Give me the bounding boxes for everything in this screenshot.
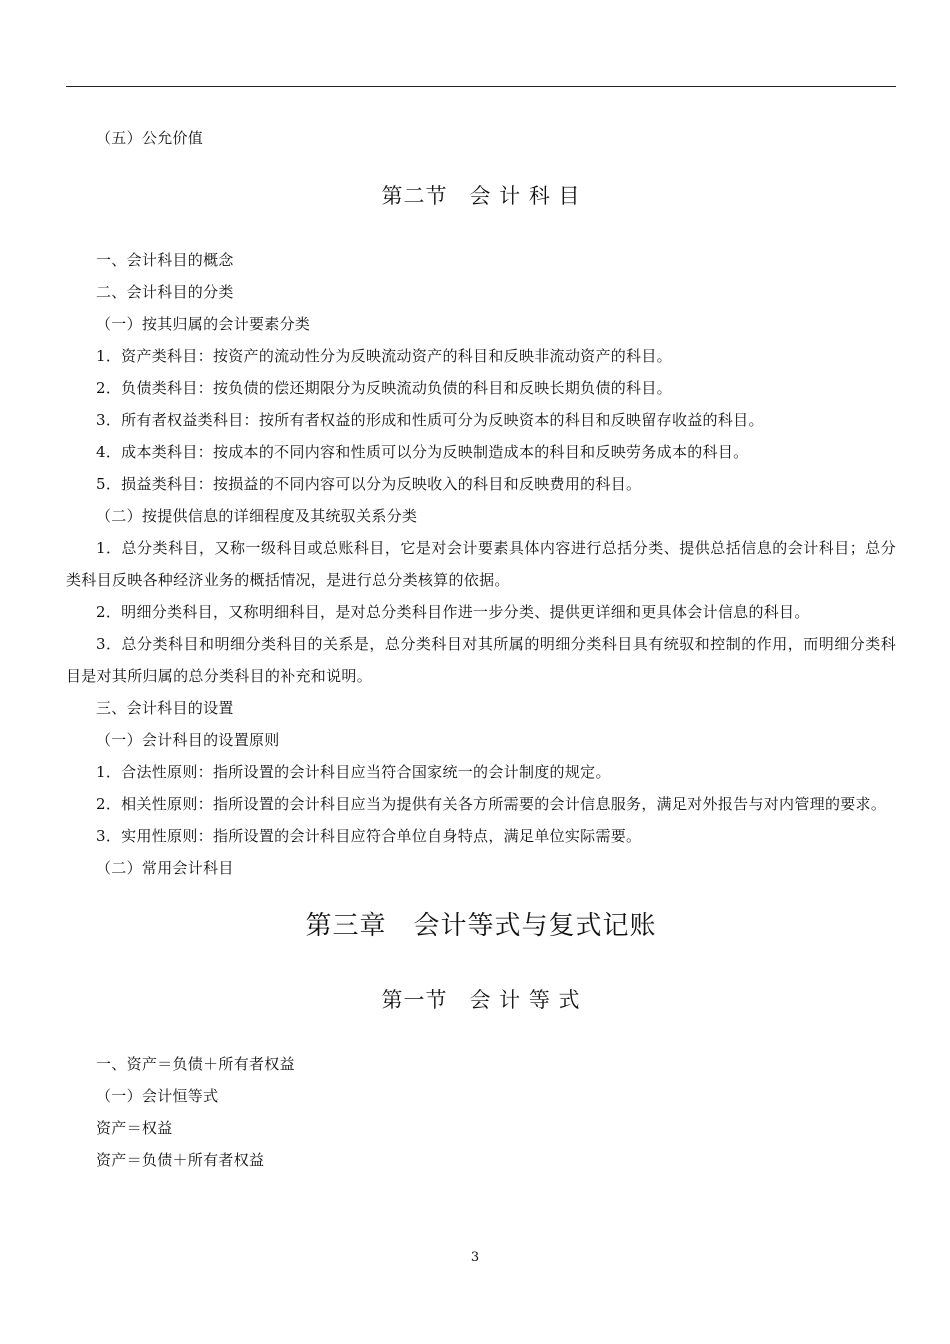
text-line: 资产＝权益: [96, 1119, 173, 1137]
text-line: （二）常用会计科目: [96, 859, 234, 877]
text-line: 4．成本类科目：按成本的不同内容和性质可以分为反映制造成本的科目和反映劳务成本的科目。: [96, 443, 749, 461]
text-line: 一、会计科目的概念: [96, 251, 234, 269]
section-title: 第一节 会 计 等 式: [381, 988, 581, 1012]
text-line: 2．明细分类科目，又称明细科目，是对总分类科目作进一步分类、提供更详细和更具体会计信息的科目。: [96, 603, 810, 621]
section-title: 第二节 会 计 科 目: [381, 184, 581, 208]
text-line: 1．合法性原则：指所设置的会计科目应当符合国家统一的会计制度的规定。: [96, 763, 611, 781]
text-line: 3．实用性原则：指所设置的会计科目应符合单位自身特点，满足单位实际需要。: [96, 827, 642, 845]
paragraph: 2．相关性原则：指所设置的会计科目应当为提供有关各方所需要的会计信息服务，满足对外报告与对内管理的要求。: [96, 795, 887, 813]
page-body: [66, 122, 896, 1176]
chapter-title: 第三章 会计等式与复式记账: [305, 911, 657, 941]
text-line: 5．损益类科目：按损益的不同内容可以分为反映收入的科目和反映费用的科目。: [96, 475, 642, 493]
text-line: 3．所有者权益类科目：按所有者权益的形成和性质可分为反映资本的科目和反映留存收益的科目。: [96, 411, 764, 429]
text-line: 资产＝负债＋所有者权益: [96, 1151, 265, 1169]
text-line: （二）按提供信息的详细程度及其统驭关系分类: [96, 507, 418, 525]
page-number: 3: [470, 1250, 480, 1265]
text-line: 二、会计科目的分类: [96, 283, 234, 301]
paragraph: 1．总分类科目，又称一级科目或总账科目，它是对会计要素具体内容进行总括分类、提供总括信息的会计科目；总分类科目反映各种经济业务的概括情况，是进行总分类核算的依据。: [66, 539, 896, 589]
text-line: 2．负债类科目：按负债的偿还期限分为反映流动负债的科目和反映长期负债的科目。: [96, 379, 672, 397]
text-line: （五）公允价值: [96, 129, 204, 147]
text-line: （一）会计科目的设置原则: [96, 731, 280, 749]
text-line: 一、资产＝负债＋所有者权益: [96, 1055, 295, 1073]
text-line: 1．资产类科目：按资产的流动性分为反映流动资产的科目和反映非流动资产的科目。: [96, 347, 672, 365]
text-line: 三、会计科目的设置: [96, 699, 234, 717]
paragraph: 3．总分类科目和明细分类科目的关系是，总分类科目对其所属的明细分类科目具有统驭和控制的作用，而明细分类科目是对其所归属的总分类科目的补充和说明。: [66, 635, 896, 685]
text-line: （一）按其归属的会计要素分类: [96, 315, 311, 333]
text-line: （一）会计恒等式: [96, 1087, 219, 1105]
header-rule: [66, 86, 896, 87]
